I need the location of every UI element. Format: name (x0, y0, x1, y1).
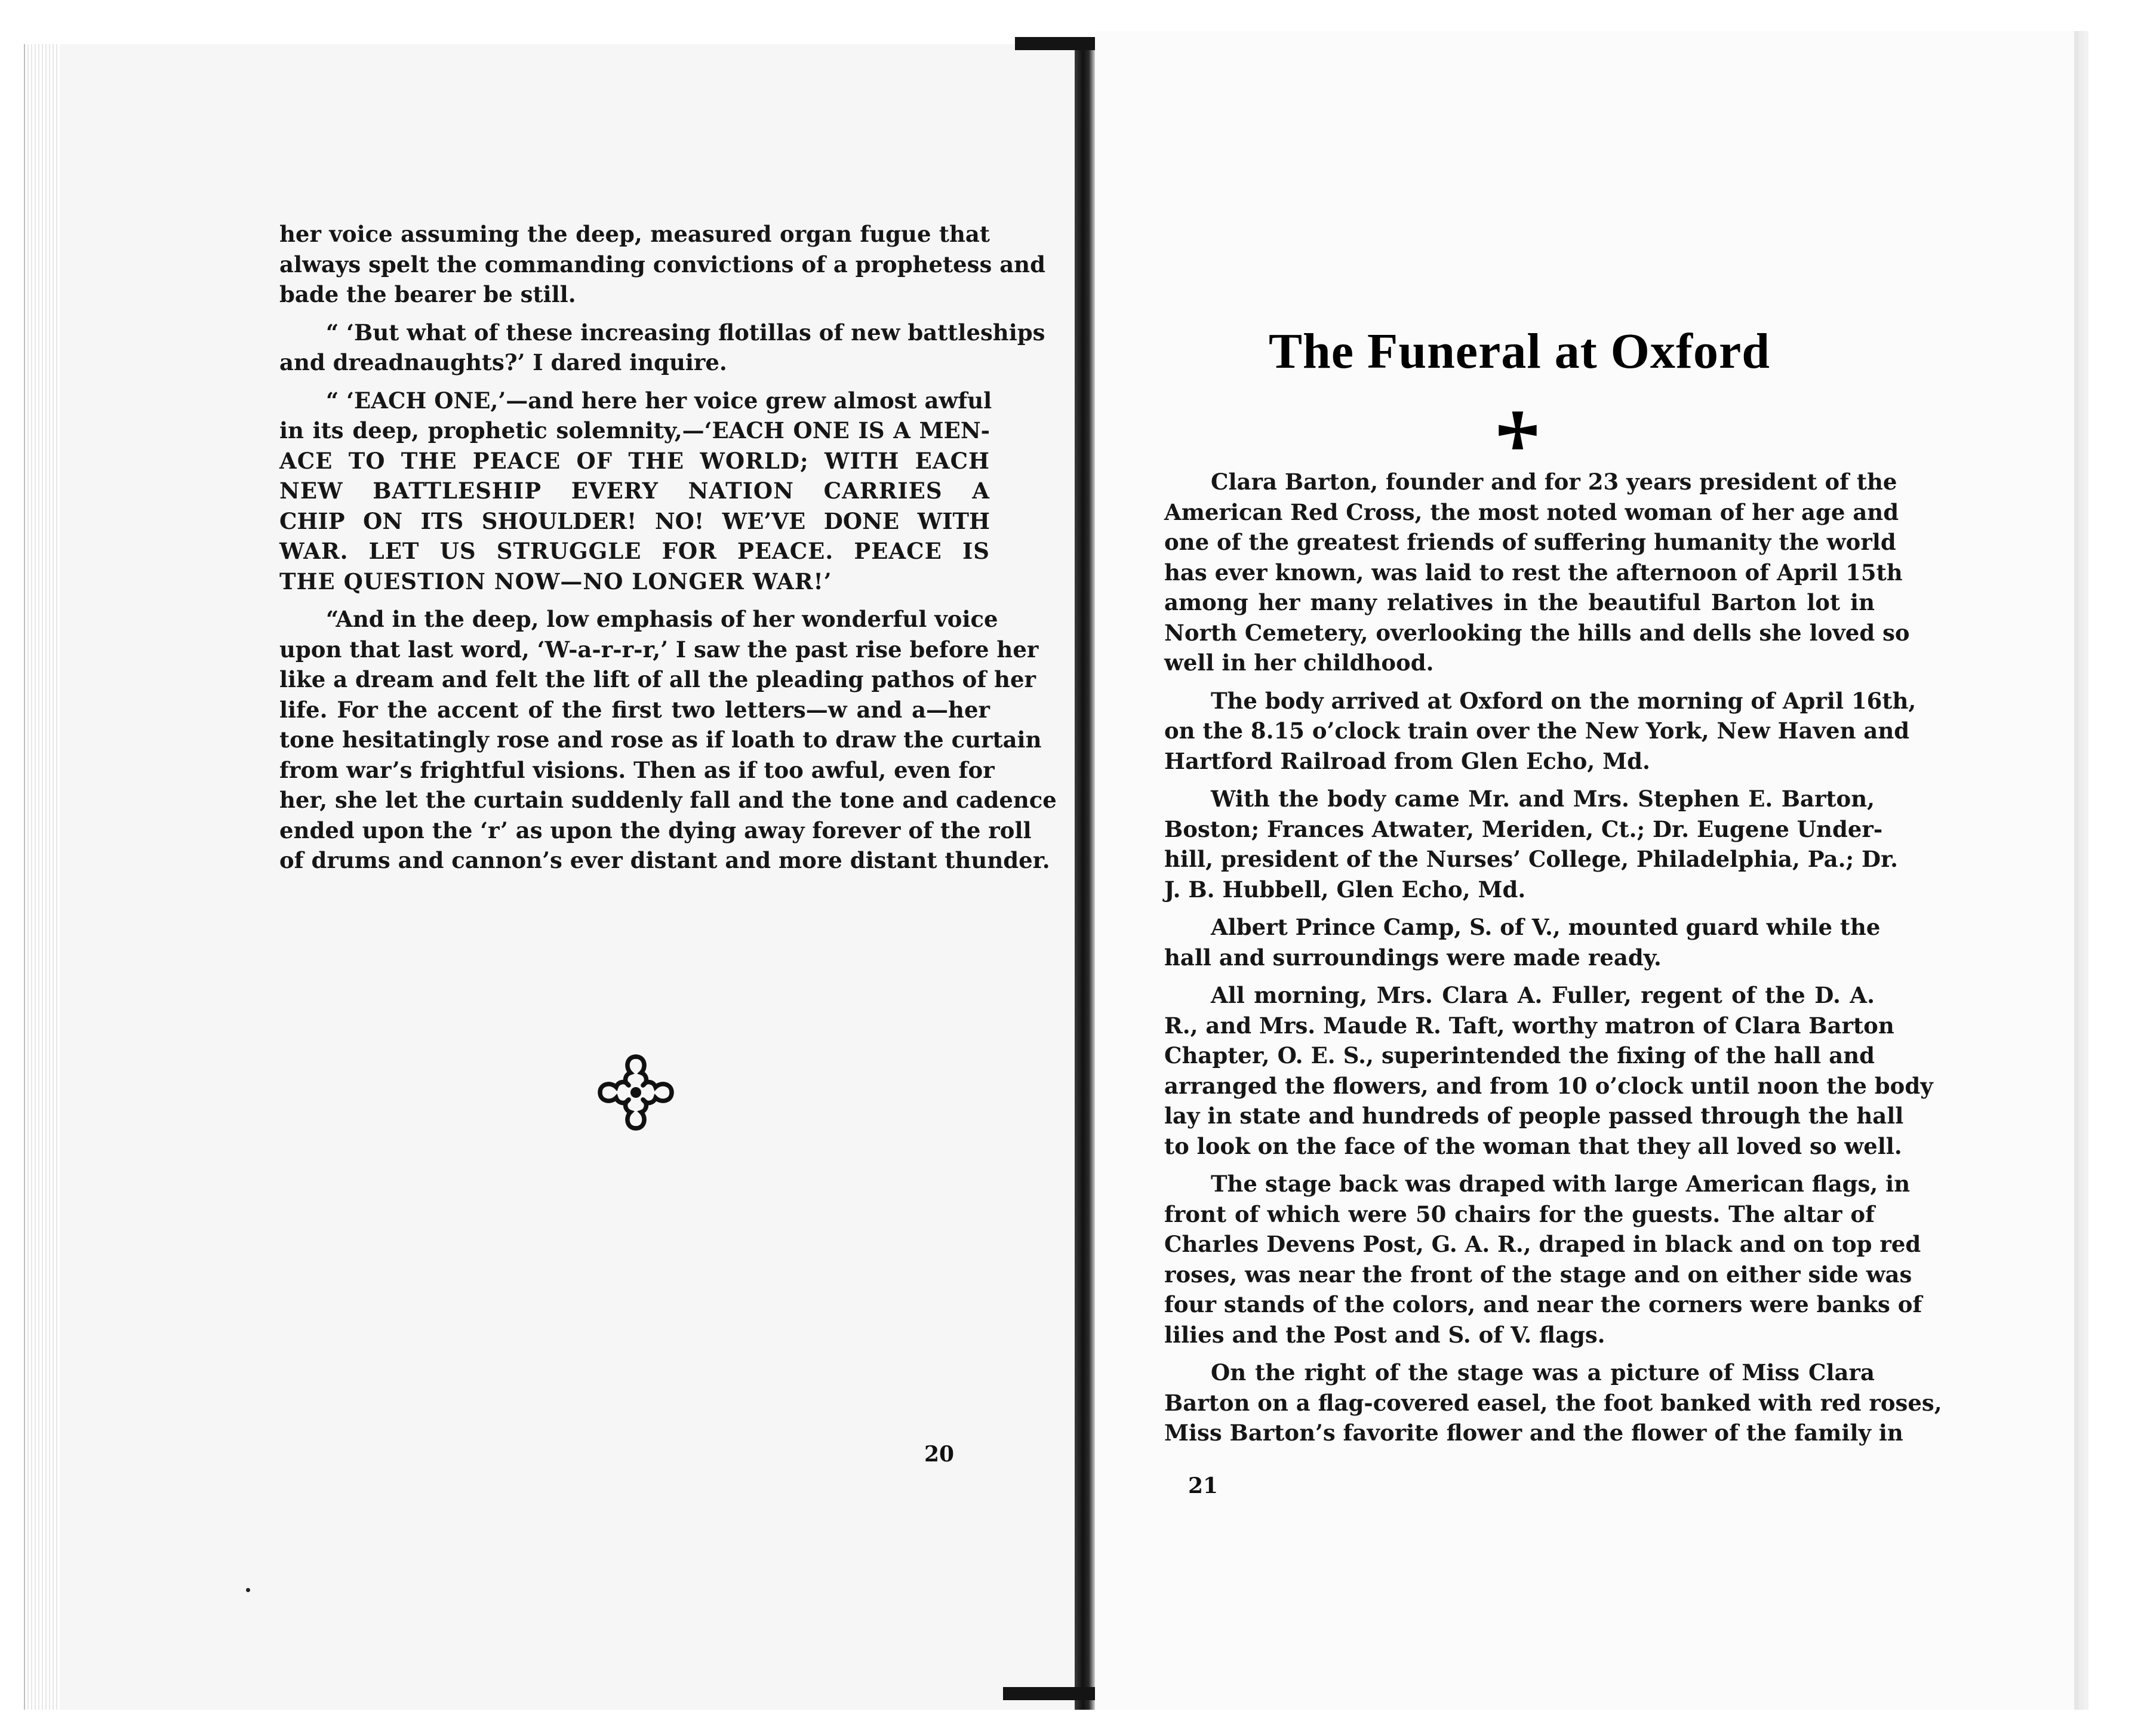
text-line: R., and Mrs. Maude R. Taft, worthy matron of Clara Barton (1164, 1012, 1894, 1039)
text-line: tone hesitatingly rose and rose as if loath to draw the curtain (279, 727, 1042, 753)
right-paragraph-4 (1164, 912, 1881, 972)
text-line: “ ‘But what of these increasing flotillas of new battleships (326, 319, 1045, 346)
ink-speck (246, 1588, 250, 1592)
right-paragraph-6 (1164, 1169, 1922, 1350)
right-paragraph-5 (1164, 980, 1933, 1161)
cross-pattee-icon (1498, 411, 1537, 450)
text-line: J. B. Hubbell, Glen Echo, Md. (1164, 876, 1526, 903)
text-line: All morning, Mrs. Clara A. Fuller, regent of the D. A. (1211, 982, 1875, 1008)
text-line: life. For the accent of the first two letters—w and a—her (279, 696, 990, 723)
text-line: from war’s frightful visions. Then as if too awful, even for (279, 756, 995, 783)
text-line: Hartford Railroad from Glen Echo, Md. (1164, 747, 1650, 774)
left-paragraph-2 (279, 318, 1045, 378)
text-line: of drums and cannon’s ever distant and more distant thunder. (279, 847, 1050, 873)
page-title: The Funeral at Oxford (1269, 324, 1770, 379)
text-line: Albert Prince Camp, S. of V., mounted guard while the (1211, 914, 1881, 940)
text-line: front of which were 50 chairs for the guests. The altar of (1164, 1201, 1875, 1227)
text-line: lilies and the Post and S. of V. flags. (1164, 1321, 1605, 1348)
text-line: and dreadnaughts?’ I dared inquire. (279, 349, 727, 375)
text-line: has ever known, was laid to rest the afternoon of April 15th (1164, 559, 1903, 586)
text-line: in its deep, prophetic solemnity,—‘EACH ONE IS A MEN- (279, 417, 990, 444)
right-paragraph-2 (1164, 686, 1916, 777)
page-number-left: 20 (924, 1442, 955, 1467)
text-line: The body arrived at Oxford on the morning of April 16th, (1211, 687, 1916, 714)
text-line: CHIP ON ITS SHOULDER! NO! WE’VE DONE WITH (279, 507, 990, 534)
text-line: Barton on a flag-covered easel, the foot banked with red roses, (1164, 1389, 1942, 1416)
text-line: Miss Barton’s favorite flower and the flower of the family in (1164, 1420, 1903, 1446)
left-page-text (279, 219, 1057, 884)
right-page-text (1164, 467, 1942, 1456)
text-line: always spelt the commanding convictions of a prophetess and (279, 251, 1045, 278)
text-line: to look on the face of the woman that they all loved so well. (1164, 1132, 1902, 1159)
text-line: four stands of the colors, and near the corners were banks of (1164, 1291, 1922, 1318)
text-line: among her many relatives in the beautiful Barton lot in (1164, 589, 1875, 615)
text-line: WAR. LET US STRUGGLE FOR PEACE. PEACE IS (279, 538, 990, 564)
right-paragraph-7 (1164, 1358, 1942, 1448)
text-line: North Cemetery, overlooking the hills and dells she loved so (1164, 619, 1910, 646)
left-paragraph-4 (279, 604, 1057, 876)
text-line: Charles Devens Post, G. A. R., draped in black and on top red (1164, 1231, 1921, 1257)
right-paragraph-1 (1164, 467, 1910, 678)
text-line: American Red Cross, the most noted woman of her age and (1164, 498, 1899, 525)
text-line: The stage back was draped with large American flags, in (1211, 1171, 1911, 1197)
left-paragraph-3 (279, 386, 990, 597)
text-line: her voice assuming the deep, measured organ fugue that (279, 221, 990, 247)
book-gutter (1075, 44, 1095, 1710)
page-stack-edges (24, 44, 61, 1710)
text-line: bade the bearer be still. (279, 281, 576, 307)
text-line: “And in the deep, low emphasis of her wonderful voice (326, 606, 998, 632)
text-line: ended upon the ‘r’ as upon the dying away forever of the roll (279, 817, 1032, 844)
text-line: Clara Barton, founder and for 23 years president of the (1211, 469, 1897, 495)
text-line: her, she let the curtain suddenly fall and the tone and cadence (279, 787, 1057, 813)
text-line: on the 8.15 o’clock train over the New York, New Haven and (1164, 718, 1910, 744)
text-line: roses, was near the front of the stage and on either side was (1164, 1261, 1912, 1288)
page-number-right: 21 (1188, 1473, 1219, 1498)
text-line: well in her childhood. (1164, 650, 1434, 676)
text-line: one of the greatest friends of suffering humanity the world (1164, 529, 1896, 555)
floral-cross-ornament-icon (591, 1048, 681, 1137)
text-line: ACE TO THE PEACE OF THE WORLD; WITH EACH (279, 447, 990, 474)
text-line: On the right of the stage was a picture of Miss Clara (1211, 1359, 1875, 1386)
text-line: THE QUESTION NOW—NO LONGER WAR!’ (279, 568, 832, 595)
text-line: like a dream and felt the lift of all the pleading pathos of her (279, 666, 1036, 692)
text-line: arranged the flowers, and from 10 o’clock until noon the body (1164, 1072, 1933, 1099)
text-line: NEW BATTLESHIP EVERY NATION CARRIES A (279, 478, 990, 504)
left-paragraph-1 (279, 219, 1045, 310)
text-line: hall and surroundings were made ready. (1164, 944, 1662, 971)
text-line: “ ‘EACH ONE,’—and here her voice grew almost awful (326, 387, 992, 414)
right-paragraph-3 (1164, 784, 1899, 904)
text-line: Boston; Frances Atwater, Meriden, Ct.; Dr. Eugene Under- (1164, 815, 1883, 842)
text-line: lay in state and hundreds of people passed through the hall (1164, 1103, 1904, 1129)
text-line: With the body came Mr. and Mrs. Stephen E. Barton, (1211, 786, 1875, 812)
text-line: Chapter, O. E. S., superintended the fixing of the hall and (1164, 1042, 1875, 1069)
text-line: upon that last word, ‘W-a-r-r-r,’ I saw the past rise before her (279, 636, 1039, 663)
text-line: hill, president of the Nurses’ College, Philadelphia, Pa.; Dr. (1164, 846, 1899, 872)
